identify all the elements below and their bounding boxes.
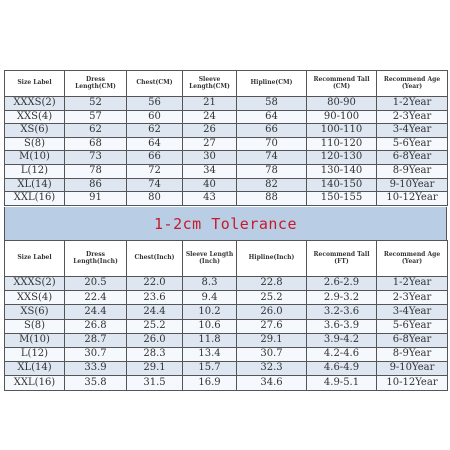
cell-dress-length: 52 [65, 97, 127, 111]
table-row [5, 347, 448, 361]
cell-recommend-tall: 3.9-4.2 [307, 333, 377, 347]
cell-dress-length: 28.7 [65, 333, 127, 347]
header-row [5, 71, 448, 97]
cell-sleeve-length: 10.2 [183, 305, 237, 319]
cell-hipline: 30.7 [237, 347, 307, 361]
header-sleeve-length: Sleeve Length (Inch) [183, 241, 237, 277]
header-hipline: Hipline(CM) [237, 71, 307, 97]
cell-hipline: 22.8 [237, 277, 307, 291]
table-row [5, 124, 448, 138]
cell-sleeve-length: 26 [183, 124, 237, 138]
cell-size-label: XS(6) [5, 305, 65, 319]
header-size-label: Size Label [5, 241, 65, 277]
cell-recommend-age: 3-4Year [377, 124, 448, 138]
header-dress-length: Dress Length(Inch) [65, 241, 127, 277]
header-hipline: Hipline(Inch) [237, 241, 307, 277]
table-row [5, 164, 448, 178]
cell-hipline: 32.3 [237, 362, 307, 376]
cell-chest: 23.6 [127, 291, 183, 305]
table-row [5, 137, 448, 151]
cell-size-label: S(8) [5, 319, 65, 333]
cell-dress-length: 86 [65, 178, 127, 192]
cell-recommend-age: 5-6Year [377, 137, 448, 151]
cell-size-label: L(12) [5, 347, 65, 361]
tolerance-banner [4, 207, 447, 240]
cell-recommend-tall: 80-90 [307, 97, 377, 111]
cell-recommend-tall: 140-150 [307, 178, 377, 192]
cell-recommend-age: 2-3Year [377, 291, 448, 305]
cell-dress-length: 26.8 [65, 319, 127, 333]
header-chest: Chest(CM) [127, 71, 183, 97]
cell-recommend-tall: 120-130 [307, 151, 377, 165]
cell-chest: 64 [127, 137, 183, 151]
cell-recommend-age: 9-10Year [377, 178, 448, 192]
cell-hipline: 26.0 [237, 305, 307, 319]
cell-size-label: XL(14) [5, 178, 65, 192]
cell-recommend-age: 6-8Year [377, 333, 448, 347]
table-row [5, 319, 448, 333]
cell-hipline: 74 [237, 151, 307, 165]
cell-recommend-age: 8-9Year [377, 347, 448, 361]
cell-dress-length: 91 [65, 192, 127, 206]
cell-recommend-tall: 150-155 [307, 192, 377, 206]
cell-dress-length: 57 [65, 110, 127, 124]
cell-dress-length: 78 [65, 164, 127, 178]
cell-recommend-age: 1-2Year [377, 277, 448, 291]
header-chest: Chest(Inch) [127, 241, 183, 277]
cell-chest: 66 [127, 151, 183, 165]
table-row [5, 305, 448, 319]
table-row [5, 178, 448, 192]
cell-size-label: S(8) [5, 137, 65, 151]
tolerance-note: 1-2cm Tolerance [154, 214, 297, 233]
cell-size-label: XXXS(2) [5, 277, 65, 291]
cell-size-label: XXL(16) [5, 376, 65, 390]
cell-hipline: 27.6 [237, 319, 307, 333]
table-row [5, 291, 448, 305]
cell-size-label: XXS(4) [5, 110, 65, 124]
cell-size-label: XXXS(2) [5, 97, 65, 111]
table-row [5, 277, 448, 291]
cell-chest: 25.2 [127, 319, 183, 333]
cell-size-label: L(12) [5, 164, 65, 178]
cell-chest: 31.5 [127, 376, 183, 390]
cell-recommend-tall: 100-110 [307, 124, 377, 138]
cell-sleeve-length: 43 [183, 192, 237, 206]
cell-size-label: M(10) [5, 333, 65, 347]
cell-recommend-tall: 3.2-3.6 [307, 305, 377, 319]
cell-sleeve-length: 40 [183, 178, 237, 192]
cell-sleeve-length: 21 [183, 97, 237, 111]
table-row [5, 333, 448, 347]
cell-recommend-age: 1-2Year [377, 97, 448, 111]
cell-recommend-tall: 4.9-5.1 [307, 376, 377, 390]
table-row [5, 376, 448, 390]
table-row [5, 151, 448, 165]
cell-recommend-tall: 90-100 [307, 110, 377, 124]
cell-recommend-age: 10-12Year [377, 192, 448, 206]
cell-size-label: XXL(16) [5, 192, 65, 206]
cell-hipline: 25.2 [237, 291, 307, 305]
header-recommend-age: Recommend Age (Year) [377, 71, 448, 97]
cell-sleeve-length: 13.4 [183, 347, 237, 361]
cell-recommend-tall: 4.6-4.9 [307, 362, 377, 376]
header-row [5, 241, 448, 277]
cell-recommend-tall: 2.9-3.2 [307, 291, 377, 305]
header-recommend-tall: Recommend Tall (FT) [307, 241, 377, 277]
cell-sleeve-length: 10.6 [183, 319, 237, 333]
cell-dress-length: 68 [65, 137, 127, 151]
cell-recommend-tall: 4.2-4.6 [307, 347, 377, 361]
cell-hipline: 29.1 [237, 333, 307, 347]
cell-sleeve-length: 30 [183, 151, 237, 165]
cell-recommend-age: 9-10Year [377, 362, 448, 376]
cell-dress-length: 20.5 [65, 277, 127, 291]
header-recommend-tall: Recommend Tall (CM) [307, 71, 377, 97]
cell-recommend-tall: 3.6-3.9 [307, 319, 377, 333]
table-row [5, 97, 448, 111]
cell-chest: 56 [127, 97, 183, 111]
cell-recommend-age: 8-9Year [377, 164, 448, 178]
cell-hipline: 70 [237, 137, 307, 151]
cell-sleeve-length: 15.7 [183, 362, 237, 376]
cell-hipline: 58 [237, 97, 307, 111]
cell-chest: 62 [127, 124, 183, 138]
cell-dress-length: 35.8 [65, 376, 127, 390]
cell-sleeve-length: 9.4 [183, 291, 237, 305]
cell-dress-length: 33.9 [65, 362, 127, 376]
cell-hipline: 34.6 [237, 376, 307, 390]
cell-hipline: 64 [237, 110, 307, 124]
cell-size-label: XXS(4) [5, 291, 65, 305]
cell-dress-length: 30.7 [65, 347, 127, 361]
cell-recommend-tall: 2.6-2.9 [307, 277, 377, 291]
cell-hipline: 82 [237, 178, 307, 192]
cell-recommend-age: 6-8Year [377, 151, 448, 165]
header-recommend-age: Recommend Age (Year) [377, 241, 448, 277]
table-row [5, 362, 448, 376]
cell-size-label: XL(14) [5, 362, 65, 376]
table-row [5, 110, 448, 124]
header-sleeve-length: Sleeve Length(CM) [183, 71, 237, 97]
cell-chest: 24.4 [127, 305, 183, 319]
cell-chest: 29.1 [127, 362, 183, 376]
cell-sleeve-length: 16.9 [183, 376, 237, 390]
cell-chest: 72 [127, 164, 183, 178]
header-size-label: Size Label [5, 71, 65, 97]
cell-size-label: M(10) [5, 151, 65, 165]
cell-size-label: XS(6) [5, 124, 65, 138]
size-table-cm [4, 70, 448, 206]
cell-chest: 26.0 [127, 333, 183, 347]
cell-chest: 74 [127, 178, 183, 192]
cell-chest: 28.3 [127, 347, 183, 361]
cell-recommend-age: 2-3Year [377, 110, 448, 124]
cell-hipline: 88 [237, 192, 307, 206]
cell-sleeve-length: 8.3 [183, 277, 237, 291]
cell-dress-length: 22.4 [65, 291, 127, 305]
cell-recommend-age: 3-4Year [377, 305, 448, 319]
cell-sleeve-length: 24 [183, 110, 237, 124]
cell-dress-length: 73 [65, 151, 127, 165]
cell-recommend-age: 5-6Year [377, 319, 448, 333]
header-dress-length: Dress Length(CM) [65, 71, 127, 97]
cell-sleeve-length: 27 [183, 137, 237, 151]
cell-sleeve-length: 34 [183, 164, 237, 178]
table-row [5, 192, 448, 206]
cell-hipline: 66 [237, 124, 307, 138]
cell-chest: 80 [127, 192, 183, 206]
cell-chest: 60 [127, 110, 183, 124]
cell-sleeve-length: 11.8 [183, 333, 237, 347]
cell-recommend-age: 10-12Year [377, 376, 448, 390]
size-table-inch [4, 240, 448, 391]
cell-dress-length: 24.4 [65, 305, 127, 319]
cell-hipline: 78 [237, 164, 307, 178]
cell-recommend-tall: 130-140 [307, 164, 377, 178]
cell-chest: 22.0 [127, 277, 183, 291]
cell-dress-length: 62 [65, 124, 127, 138]
cell-recommend-tall: 110-120 [307, 137, 377, 151]
